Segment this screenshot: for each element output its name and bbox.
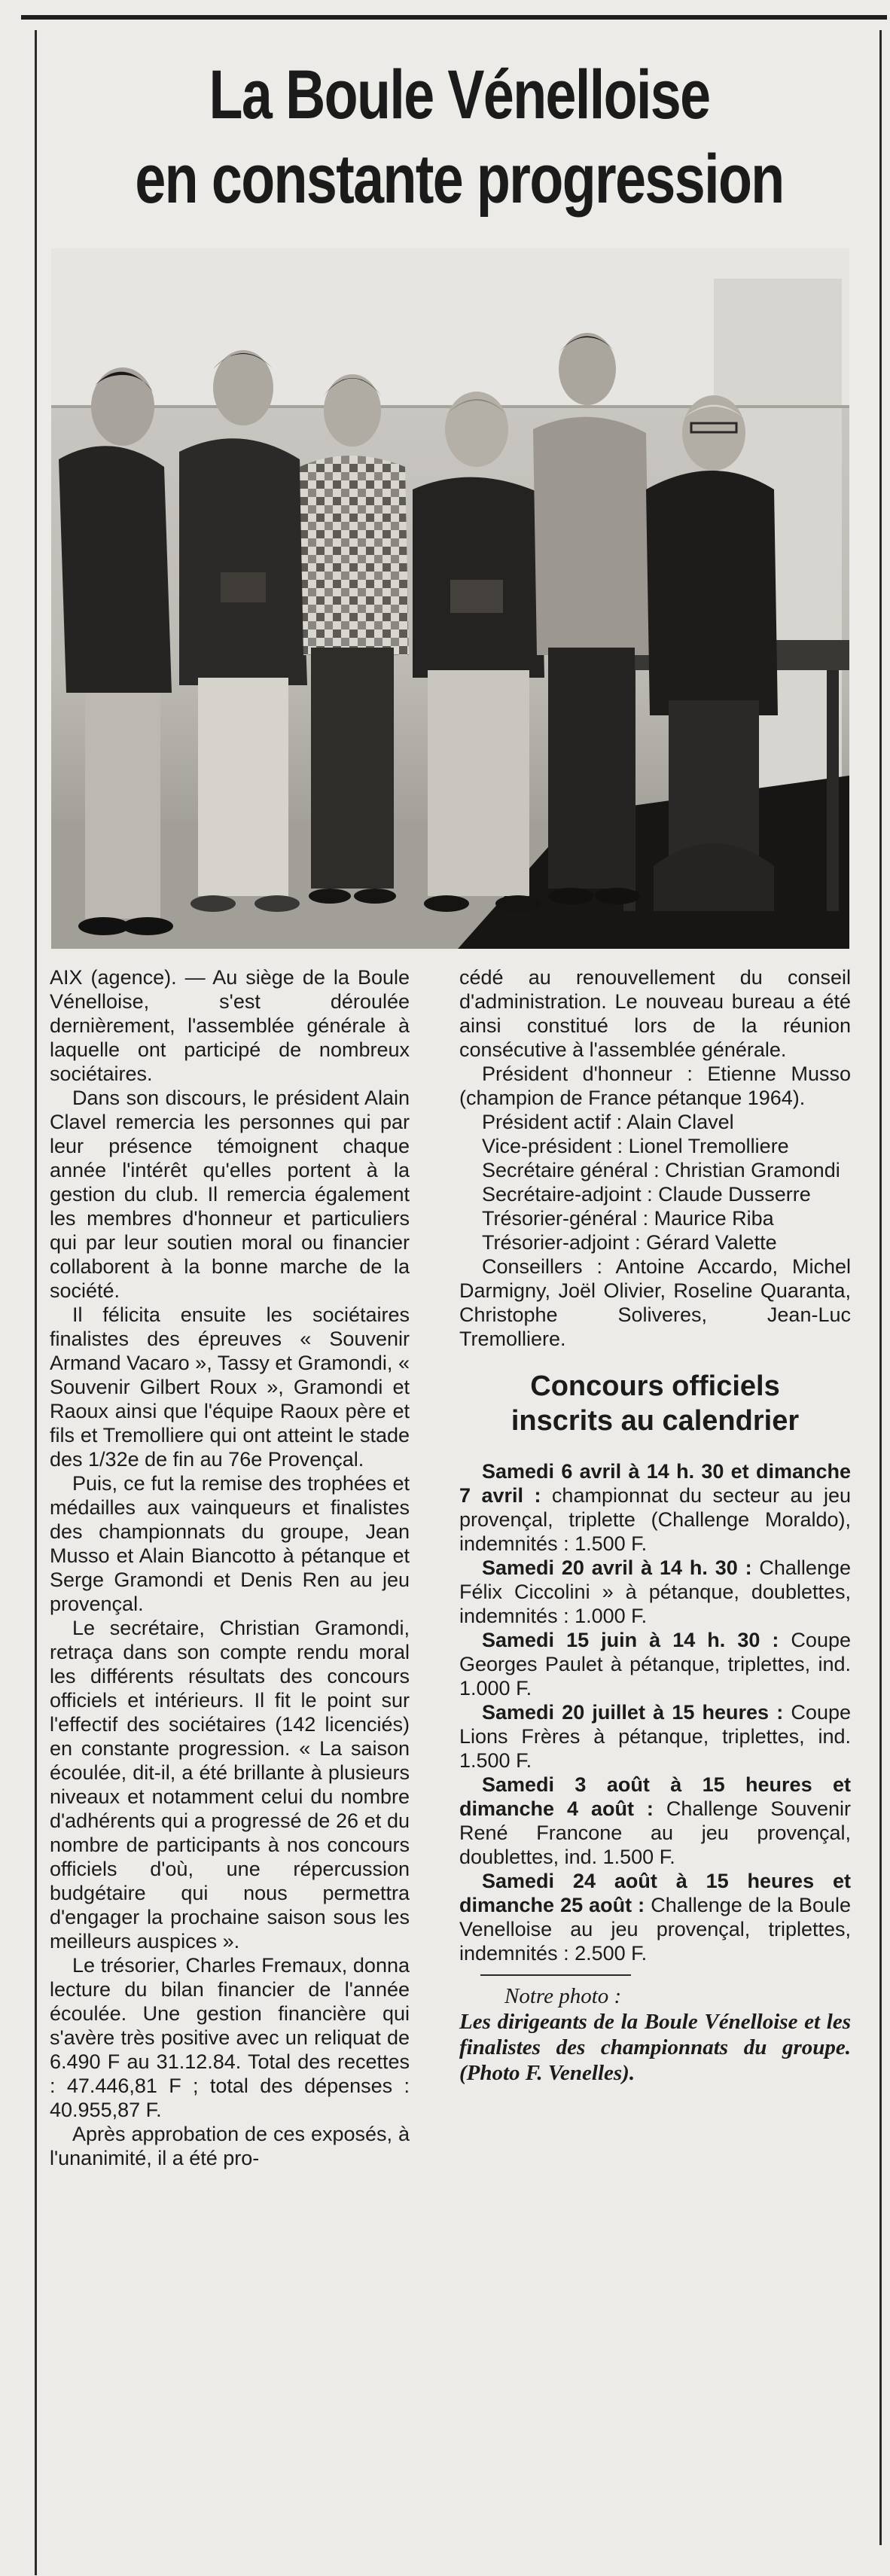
event-item: [459, 1628, 851, 1700]
event-item: [459, 1700, 851, 1773]
officer-item: Conseillers : Antoine Accardo, Michel Darmigny, Joël Olivier, Roseline Quaranta, Christophe Soliveres, Jean-Luc Tremolliere.: [459, 1255, 851, 1350]
right-frame-rule: [879, 30, 882, 2545]
paragraph-intro: AIX (agence). — Au siège de la Boule Vénelloise, s'est déroulée dernièrement, l'assemblée générale à laquelle ont participé de nombreux sociétaires.: [50, 966, 410, 1085]
paragraph-finalistes: Il félicita ensuite les sociétaires finalistes des épreuves « Souvenir Armand Vacaro », Tassy et Gramondi, « Souvenir Gilbert Roux », Gramondi et Raoux ainsi que l'équipe Raoux père et fils et Tremolliere qui ont atteint le stade des 1/32e de fin au 76e Provençal.: [50, 1303, 410, 1471]
group-photo: [51, 248, 849, 949]
event-date: Samedi 15 juin à 14 h. 30 :: [482, 1629, 779, 1651]
photo-caption: [459, 1983, 851, 2086]
right-column: [459, 965, 851, 2086]
paragraph-discours: Dans son discours, le président Alain Clavel remercia les personnes qui par leur présence témoignent chaque année l'intérêt qu'elles portent à la gestion du club. Il remercia également les membres d'honneur et particuliers qui par leur soutien moral ou financier collaborent à la bonne marche de la société.: [50, 1087, 410, 1302]
event-item: [459, 1773, 851, 1869]
event-item: [459, 1869, 851, 1965]
paragraph-tresorier: Le trésorier, Charles Fremaux, donna lecture du bilan financier de l'année écoulée. Une gestion financière qui s'avère très positive avec un reliquat de 6.490 F au 31.12.84. Total des recettes : 47.446,81 F ; total des dépenses : 40.955,87 F.: [50, 1954, 410, 2121]
event-date: Samedi 3 août à 15 heures et dimanche 4 août :: [459, 1773, 851, 1820]
officer-item: Président actif : Alain Clavel: [482, 1111, 734, 1133]
left-frame-rule: [35, 30, 37, 2575]
top-rule: [21, 15, 887, 20]
officer-item: Président d'honneur : Etienne Musso (champion de France pétanque 1964).: [459, 1062, 851, 1109]
event-text: Coupe Georges Paulet à pétanque, triplettes, ind. 1.000 F.: [459, 1629, 851, 1700]
headline: [128, 53, 791, 221]
officer-item: Trésorier-adjoint : Gérard Valette: [482, 1231, 777, 1254]
event-text: Coupe Lions Frères à pétanque, triplettes, ind. 1.500 F.: [459, 1701, 851, 1772]
paragraph-approbation: Après approbation de ces exposés, à l'unanimité, il a été pro-: [50, 2123, 410, 2169]
paragraph-continuation: cédé au renouvellement du conseil d'administration. Le nouveau bureau a été ainsi constitué lors de la réunion consécutive à l'assemblée générale.: [459, 966, 851, 1061]
officer-item: Secrétaire-adjoint : Claude Dusserre: [482, 1183, 811, 1206]
events-heading-line-2: inscrits au calendrier: [511, 1405, 800, 1437]
event-text: championnat du secteur au jeu provençal, triplette (Challenge Moraldo), indemnités : 1.500 F.: [459, 1484, 851, 1555]
headline-line-2: en constante progression: [135, 141, 784, 218]
event-item: [459, 1556, 851, 1628]
event-date: Samedi 24 août à 15 heures et dimanche 25 août :: [459, 1870, 851, 1916]
event-text: Challenge Souvenir René Francone au jeu provençal, doublettes, ind. 1.500 F.: [459, 1797, 851, 1868]
officer-item: Secrétaire général : Christian Gramondi: [482, 1159, 840, 1181]
officer-item: Trésorier-général : Maurice Riba: [482, 1207, 774, 1230]
caption-rule: [480, 1974, 631, 1976]
officer-item: Vice-président : Lionel Tremolliere: [482, 1135, 789, 1157]
event-item: [459, 1459, 851, 1556]
event-date: Samedi 6 avril à 14 h. 30 et dimanche 7 avril :: [459, 1460, 851, 1507]
paragraph-trophees: Puis, ce fut la remise des trophées et médailles aux vainqueurs et finalistes des championnats du groupe, Jean Musso et Alain Biancotto à pétanque et Serge Gramondi et Denis Ren au jeu provençal.: [50, 1472, 410, 1615]
event-text: Challenge de la Boule Venelloise au jeu provençal, triplettes, indemnités : 2.500 F.: [459, 1894, 851, 1965]
event-text: Challenge Félix Ciccolini » à pétanque, doublettes, indemnités : 1.000 F.: [459, 1556, 851, 1627]
caption-label: Notre photo :: [504, 1984, 622, 2008]
event-date: Samedi 20 juillet à 15 heures :: [482, 1701, 784, 1724]
caption-body: Les dirigeants de la Boule Vénelloise et les finalistes des championnats du groupe. (Photo F. Venelles).: [459, 2010, 851, 2085]
left-column: [50, 965, 410, 2170]
paragraph-secretaire: Le secrétaire, Christian Gramondi, retraça dans son compte rendu moral les différents résultats des concours officiels et intérieurs. Il fit le point sur l'effectif des sociétaires (142 licenciés) en constante progression. « La saison écoulée, dit-il, a été brillante à plusieurs niveaux et notamment celui du nombre d'adhérents qui a progressé de 26 et du nombre de participants à nos concours officiels d'où, une répercussion budgétaire qui nous permettra d'engager la prochaine saison sous les meilleurs auspices ».: [50, 1617, 410, 1953]
headline-line-1: La Boule Vénelloise: [209, 56, 710, 133]
events-heading-line-1: Concours officiels: [530, 1370, 780, 1402]
event-date: Samedi 20 avril à 14 h. 30 :: [482, 1556, 752, 1579]
events-heading: [459, 1369, 851, 1438]
